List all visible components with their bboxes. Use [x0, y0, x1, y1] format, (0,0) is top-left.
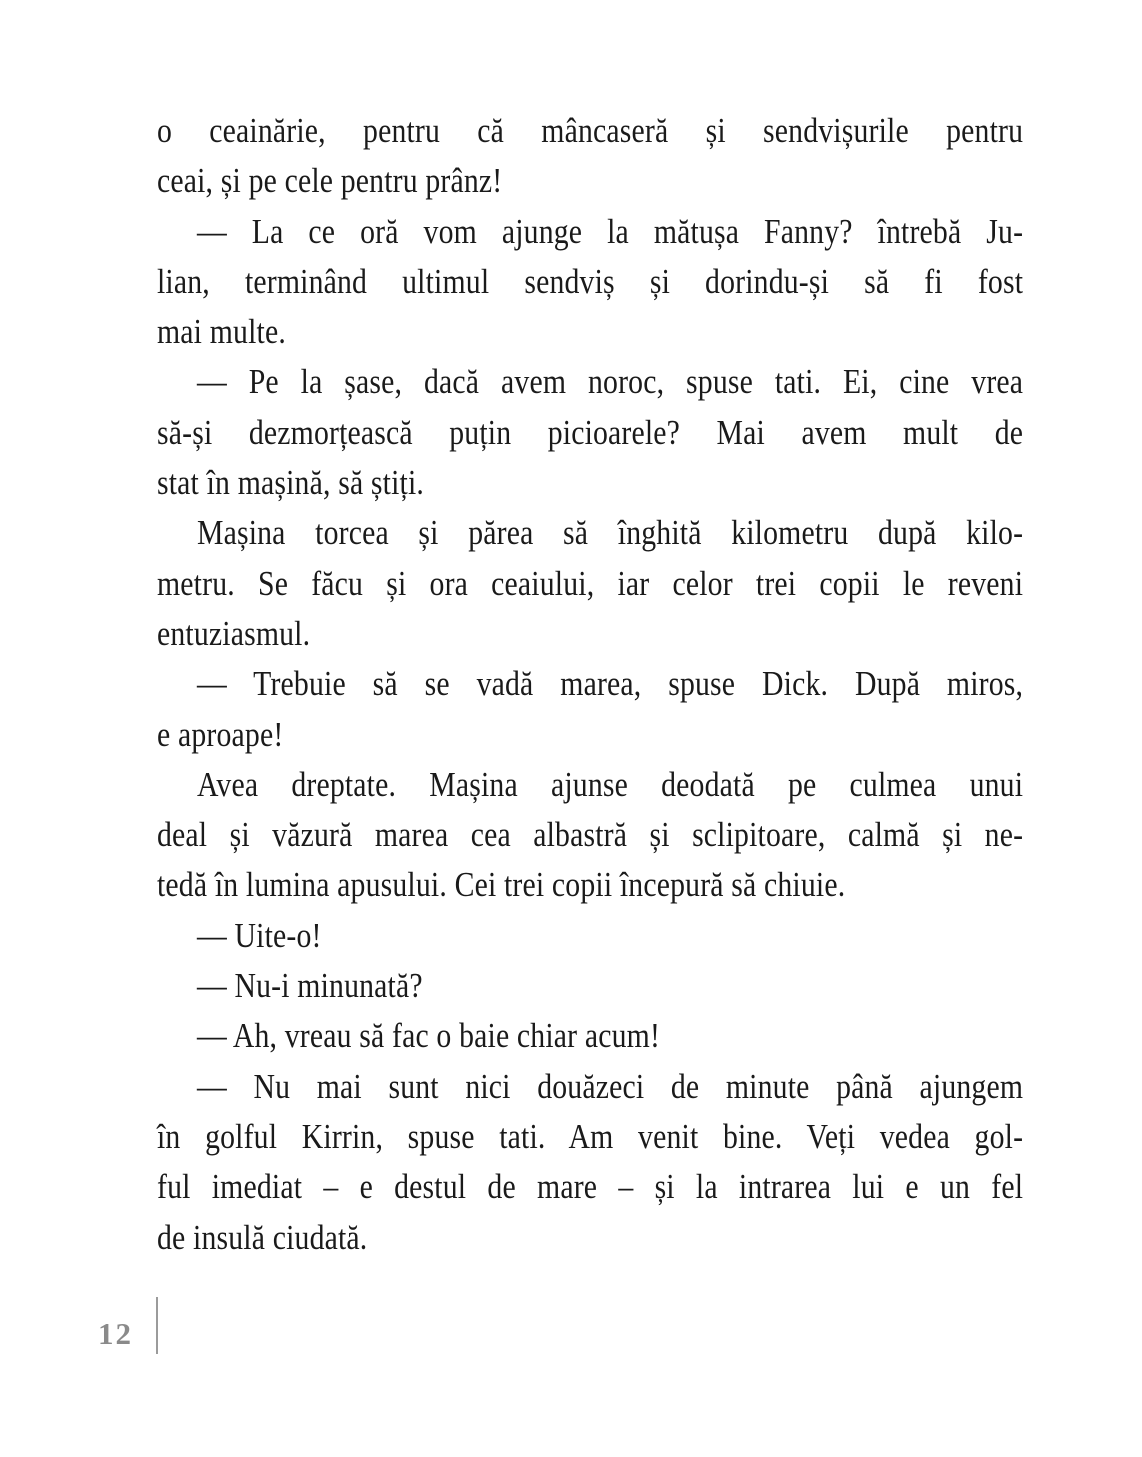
- text-line: în golful Kirrin, spuse tati. Am venit bine. Veți vedea gol-: [157, 1116, 1024, 1156]
- text-line: tedă în lumina apusului. Cei trei copii începură să chiuie.: [157, 865, 846, 905]
- text-line: — Trebuie să se vadă marea, spuse Dick. După miros,: [196, 664, 1024, 704]
- text-line: să-și dezmorțească puțin picioarele? Mai avem mult de: [157, 412, 1024, 452]
- paragraph: [157, 659, 1023, 760]
- text-line: entuziasmul.: [157, 613, 311, 653]
- text-line: metru. Se făcu și ora ceaiului, iar celor trei copii le reveni: [157, 563, 1024, 603]
- paragraph: [157, 961, 1023, 1011]
- text-line: o ceainărie, pentru că mâncaseră și sendvișurile pentru: [157, 111, 1024, 150]
- paragraph: [157, 357, 1023, 508]
- text-line: — Pe la șase, dacă avem noroc, spuse tati. Ei, cine vrea: [196, 362, 1024, 402]
- paragraph: [157, 1062, 1023, 1263]
- page-footer: [0, 1290, 1142, 1360]
- text-line: de insulă ciudată.: [157, 1217, 368, 1257]
- paragraph: [157, 508, 1023, 659]
- footer-rule: [156, 1297, 158, 1354]
- text-line: ceai, și pe cele pentru prânz!: [157, 161, 503, 201]
- text-line: — Nu mai sunt nici douăzeci de minute până ajungem: [196, 1066, 1024, 1106]
- text-line: — Uite-o!: [196, 915, 322, 955]
- paragraph: [157, 760, 1023, 911]
- paragraph: [157, 911, 1023, 961]
- paragraph: [157, 106, 1023, 207]
- text-line: stat în mașină, să știți.: [157, 463, 425, 503]
- text-line: deal și văzură marea cea albastră și sclipitoare, calmă și ne-: [157, 815, 1024, 855]
- text-line: — Ah, vreau să fac o baie chiar acum!: [196, 1016, 661, 1056]
- text-line: ful imediat – e destul de mare – și la intrarea lui e un fel: [157, 1167, 1024, 1207]
- text-line: lian, terminând ultimul sendviș și dorindu-și să fi fost: [157, 261, 1024, 301]
- paragraph: [157, 207, 1023, 358]
- page-number: 12: [98, 1316, 133, 1351]
- text-line: Avea dreptate. Mașina ajunse deodată pe culmea unui: [196, 764, 1024, 804]
- text-line: mai multe.: [157, 312, 286, 352]
- text-line: — Nu-i minunată?: [196, 966, 423, 1006]
- text-line: — La ce oră vom ajunge la mătușa Fanny? întrebă Ju-: [196, 211, 1024, 251]
- text-block: [157, 106, 1023, 1263]
- paragraph: [157, 1011, 1023, 1061]
- text-line: Mașina torcea și părea să înghită kilometru după kilo-: [196, 513, 1024, 553]
- text-line: e aproape!: [157, 714, 284, 754]
